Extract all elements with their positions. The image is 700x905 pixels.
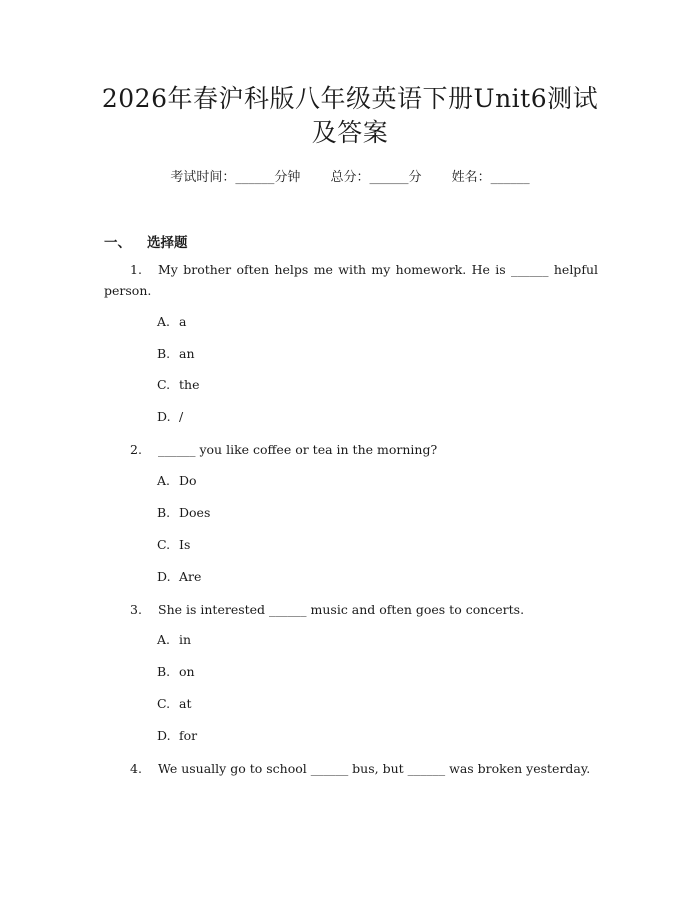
student-name-field: 姓名：______ xyxy=(451,170,530,185)
question-2-option-a xyxy=(157,472,197,490)
page-title xyxy=(0,82,700,150)
option-letter: B. xyxy=(157,664,171,679)
section-heading xyxy=(104,231,188,251)
option-text: for xyxy=(179,728,198,743)
question-number: 2. xyxy=(130,442,142,457)
question-3-option-d xyxy=(157,727,197,745)
question-3-option-a xyxy=(157,631,191,649)
option-letter: B. xyxy=(157,346,171,361)
question-3-option-c xyxy=(157,695,191,713)
question-number: 4. xyxy=(130,761,142,776)
exam-info xyxy=(0,169,700,187)
title-line-2: 及答案 xyxy=(311,118,389,147)
option-letter: A. xyxy=(157,473,171,488)
question-1-option-b xyxy=(157,345,195,363)
question-2-option-b xyxy=(157,504,210,522)
option-text: on xyxy=(179,664,195,679)
question-1-option-d xyxy=(157,408,183,426)
question-1-option-c xyxy=(157,376,199,394)
section-number: 一、 xyxy=(104,235,131,251)
option-letter: A. xyxy=(157,314,171,329)
option-text: the xyxy=(179,377,200,392)
question-text: She is interested ______ music and often goes to concerts. xyxy=(158,602,525,617)
exam-time-field: 考试时间：______分钟 xyxy=(170,170,301,185)
question-3 xyxy=(104,599,598,620)
question-2-option-d xyxy=(157,568,201,586)
option-text: Do xyxy=(179,473,197,488)
option-text: / xyxy=(179,409,184,424)
title-line-1: 2026年春沪科版八年级英语下册Unit6测试 xyxy=(101,84,599,113)
option-letter: B. xyxy=(157,505,171,520)
question-text: We usually go to school ______ bus, but ______ was broken yesterday. xyxy=(158,761,591,776)
option-text: at xyxy=(179,696,192,711)
question-1-option-a xyxy=(157,313,186,331)
option-letter: A. xyxy=(157,632,171,647)
option-text: Are xyxy=(179,569,202,584)
option-letter: C. xyxy=(157,377,171,392)
question-2-option-c xyxy=(157,536,190,554)
option-text: Does xyxy=(179,505,211,520)
question-number: 3. xyxy=(130,602,142,617)
question-text: My brother often helps me with my homework. He is ______ helpful person. xyxy=(104,262,598,298)
question-1 xyxy=(104,259,598,301)
option-text: an xyxy=(179,346,195,361)
option-letter: C. xyxy=(157,696,171,711)
option-text: Is xyxy=(179,537,191,552)
option-text: a xyxy=(179,314,187,329)
option-letter: D. xyxy=(157,409,171,424)
question-3-option-b xyxy=(157,663,195,681)
option-letter: C. xyxy=(157,537,171,552)
option-letter: D. xyxy=(157,728,171,743)
option-letter: D. xyxy=(157,569,171,584)
question-4 xyxy=(104,758,598,779)
question-2 xyxy=(104,439,598,460)
question-text: ______ you like coffee or tea in the morning? xyxy=(158,442,438,457)
total-score-field: 总分：______分 xyxy=(330,170,422,185)
option-text: in xyxy=(179,632,192,647)
section-label: 选择题 xyxy=(147,235,188,251)
question-number: 1. xyxy=(130,262,142,277)
